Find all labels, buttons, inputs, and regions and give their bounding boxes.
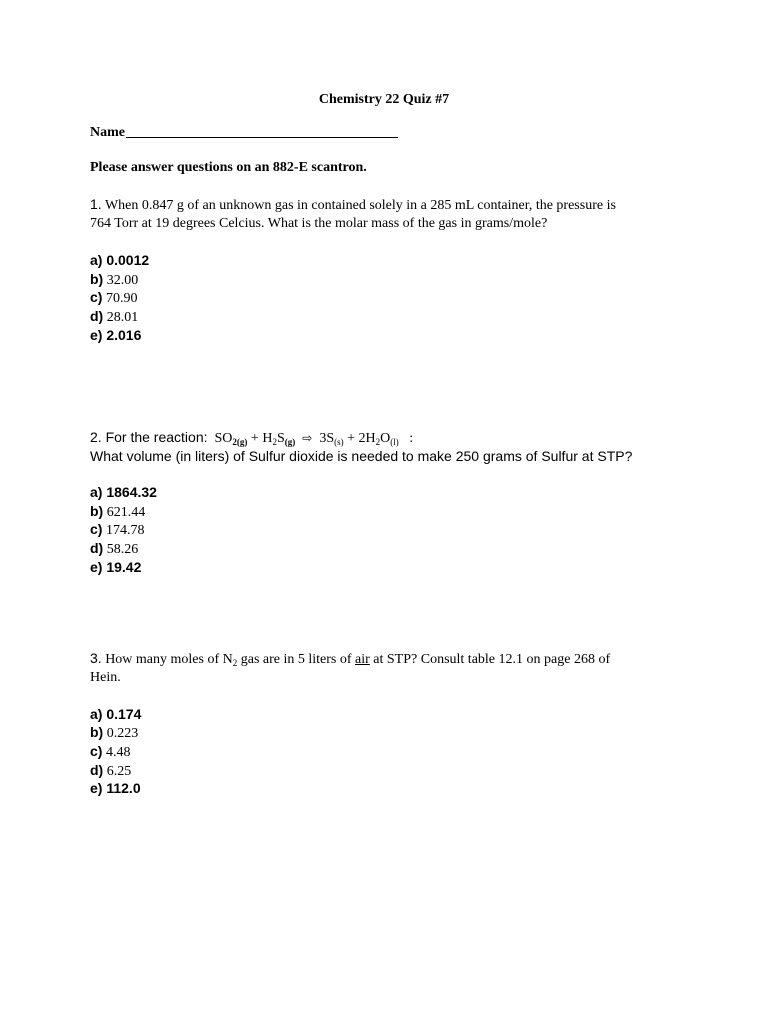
q1-choice-b: b) 32.00	[90, 271, 139, 288]
q3-choice-b: b) 0.223	[90, 724, 139, 741]
q2-choice-a: a) 1864.32	[90, 484, 157, 500]
question-3-text: How many moles of $N_2$ gas are in 5 liters of air at STP? Consult table 12.1 on page 268 of	[105, 652, 611, 668]
q2-choice-b-value: 621.44	[103, 505, 146, 520]
question-1-line-1	[90, 196, 616, 214]
name-field	[90, 125, 398, 141]
q2-choice-b: b) 621.44	[90, 503, 146, 520]
q1-choice-d: d) 28.01	[90, 308, 139, 325]
name-label: Name	[90, 125, 125, 140]
q3-choice-c: c) 4.48	[90, 743, 131, 760]
question-1-line-2: 764 Torr at 19 degrees Celcius. What is the molar mass of the gas in grams/mole?	[90, 216, 548, 231]
q3-choice-a: a) 0.174	[90, 706, 142, 722]
question-2-intro: 2. For the reaction:	[90, 429, 208, 445]
q1-choice-c: c) 70.90	[90, 289, 138, 306]
q2-choice-d: d) 58.26	[90, 540, 139, 557]
q1-choice-d-value: 28.01	[103, 310, 139, 325]
q2-choice-d-value: 58.26	[103, 542, 139, 557]
yields-arrow-icon: ⇨	[302, 431, 313, 445]
question-2-line-2: What volume (in liters) of Sulfur dioxide is needed to make 250 grams of Sulfur at STP?	[90, 448, 633, 464]
q1-choice-b-value: 32.00	[103, 273, 139, 288]
instructions: Please answer questions on an 882-E scantron.	[90, 160, 367, 175]
q3-choice-c-value: 4.48	[102, 745, 131, 760]
q3-choice-d: d) 6.25	[90, 762, 132, 779]
question-1-text-1: When 0.847 g of an unknown gas in contained solely in a 285 mL container, the pressure is	[104, 198, 616, 213]
q3-choice-d-value: 6.25	[103, 764, 132, 779]
q3-choice-e: e) 112.0	[90, 780, 141, 796]
q3-choice-b-value: 0.223	[103, 726, 139, 741]
q2-choice-c: c) 174.78	[90, 521, 145, 538]
question-3-number: 3.	[90, 650, 102, 666]
question-2-line-1	[90, 429, 413, 447]
reaction-equation: $SO_{2(g)} + H_2S_{(g)}$ ⇨ $3S_{(s)} + 2H_2O_{(l)}$ :	[214, 431, 414, 447]
q2-choice-e: e) 19.42	[90, 559, 142, 575]
question-1-number: 1.	[90, 196, 102, 212]
name-blank-line	[126, 137, 398, 138]
q1-choice-a: a) 0.0012	[90, 252, 150, 268]
question-3-line-2: Hein.	[90, 670, 121, 685]
q1-choice-e: e) 2.016	[90, 327, 142, 343]
q1-choice-c-value: 70.90	[102, 291, 138, 306]
q2-choice-c-value: 174.78	[102, 523, 145, 538]
question-3-line-1	[90, 650, 610, 668]
page-title: Chemistry 22 Quiz #7	[318, 92, 450, 107]
